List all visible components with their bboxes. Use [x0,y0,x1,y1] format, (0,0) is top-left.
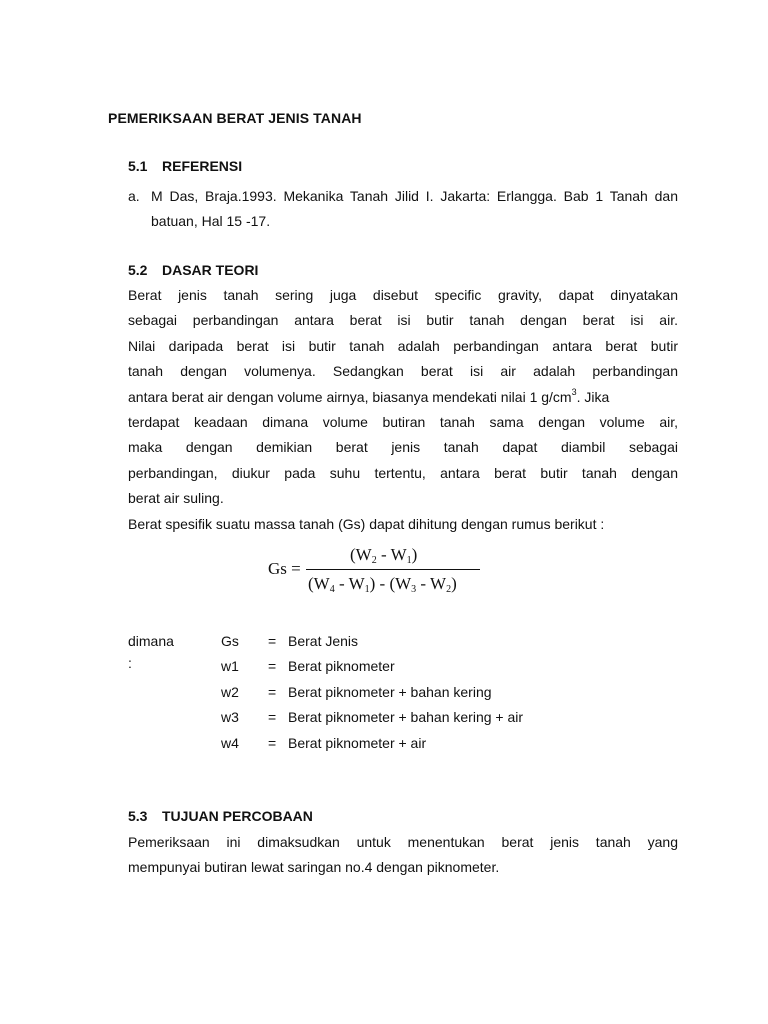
reference-text: M Das, Braja.1993. Mekanika Tanah Jilid I. Jakarta: Erlangga. Bab 1 Tanah dan batuan, Hal 15 -17. [151,188,678,229]
definition-symbol: w3 [221,709,239,726]
formula-intro: Berat spesifik suatu massa tanah (Gs) dapat dihitung dengan rumus berikut : [128,515,605,532]
section-heading-tujuan-percobaan [128,808,313,824]
paragraph-line: sebagai perbandingan antara berat isi butir tanah dengan berat isi air. [128,312,678,329]
paragraph-line: Nilai daripada berat isi butir tanah adalah perbandingan antara berat butir [128,337,678,354]
formula-denominator: $(W_4 - W_1) - (W_3 - W_2)$ [308,574,457,595]
paragraph-line: Pemeriksaan ini dimaksudkan untuk menentukan berat jenis tanah yang [128,834,678,850]
paragraph-line: Berat jenis tanah sering juga disebut specific gravity, dapat dinyatakan [128,287,678,303]
section-title: TUJUAN PERCOBAAN [162,808,313,824]
definition-description: Berat Jenis [288,633,359,649]
definition-description: Berat piknometer [288,658,395,675]
section-title: REFERENSI [162,158,243,174]
paragraph-line: maka dengan demikian berat jenis tanah dapat diambil sebagai [128,439,678,456]
paragraph-line: perbandingan, diukur pada suhu tertentu, antara berat butir tanah dengan [128,464,678,481]
definition-symbol: w4 [221,734,239,751]
definition-description: Berat piknometer + bahan kering [288,683,492,700]
definition-equals: = [268,683,277,700]
paragraph-line: terdapat keadaan dimana volume butiran tanah sama dengan volume air, [128,414,678,431]
purpose-paragraph [128,830,678,881]
definitions-label: dimana : [128,633,174,671]
definition-equals: = [268,734,277,751]
definition-equals: = [268,709,277,726]
paragraph-line: tanah dengan volumenya. Sedangkan berat isi air adalah perbandingan [128,363,678,380]
theory-paragraph [128,283,678,537]
section-heading-referensi [128,158,242,174]
paragraph-line-with-superscript: antara berat air dengan volume airnya, biasanya mendekati nilai 1 $g/cm^3$. Jika [128,386,610,405]
superscript: 3 [571,386,577,397]
paragraph-line: mempunyai butiran lewat saringan no.4 dengan piknometer. [128,859,500,876]
reference-marker: a. [128,188,140,204]
document-title: PEMERIKSAAN BERAT JENIS TANAH [108,110,362,126]
formula-numerator: $(W_2 - W_1)$ [350,545,418,566]
formula-lhs: Gs = [268,559,301,578]
section-title: DASAR TEORI [162,262,259,278]
definition-symbol: w2 [221,683,239,700]
section-number: 5.2 [128,262,148,278]
paragraph-line: berat air suling. [128,490,224,507]
definition-equals: = [268,633,277,649]
section-number: 5.3 [128,808,148,824]
definition-description: Berat piknometer + bahan kering + air [288,709,524,726]
definition-description: Berat piknometer + air [288,734,427,751]
definition-symbol: Gs [221,633,239,649]
section-number: 5.1 [128,158,148,174]
section-heading-dasar-teori [128,262,258,278]
definition-symbol: w1 [221,658,239,675]
definition-equals: = [268,658,277,675]
reference-item [128,184,678,234]
fraction-bar [306,569,480,570]
